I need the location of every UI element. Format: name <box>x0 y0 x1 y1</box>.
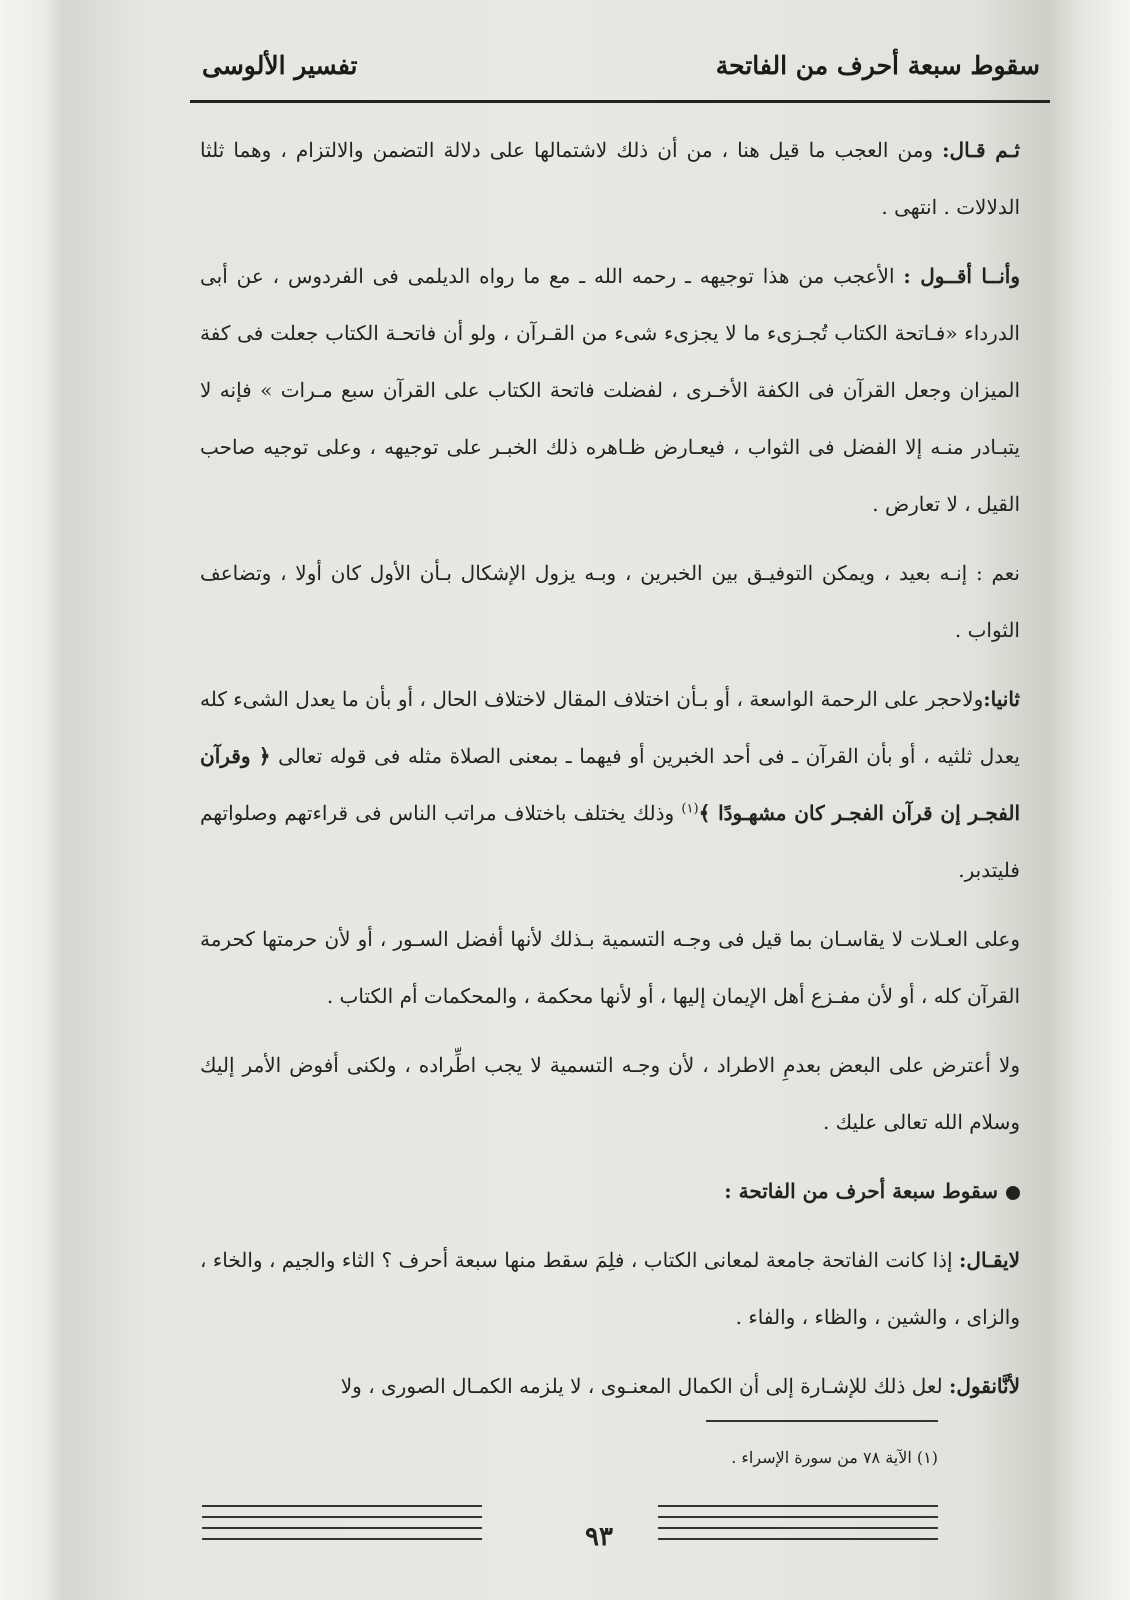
footer-rule-line <box>658 1527 938 1529</box>
footer-rule-line <box>658 1505 938 1507</box>
footnote: (١) الآية ٧٨ من سورة الإسراء . <box>731 1448 938 1467</box>
footer-rule-line <box>202 1516 482 1518</box>
paragraph-lead: ثانيا: <box>983 687 1020 711</box>
header-chapter-title: سقوط سبعة أحرف من الفاتحة <box>715 51 1040 80</box>
paragraph <box>200 248 1020 533</box>
body-text <box>200 122 1020 1427</box>
paragraph-lead: لايقـال: <box>959 1248 1020 1272</box>
paragraph-text: ولا أعترض على البعض بعدمِ الاطراد ، لأن وجـه التسمية لا يجب اطِّراده ، ولكنى أفوض الأمر إليك وسلام الله تعالى عليك . <box>200 1053 1020 1134</box>
footnote-reference: (١) <box>681 801 699 817</box>
footer-rule-line <box>658 1516 938 1518</box>
page-edge-right <box>1048 0 1130 1600</box>
section-heading-text: سقوط سبعة أحرف من الفاتحة : <box>724 1179 998 1203</box>
paragraph-text: الأعجب من هذا توجيهه ـ رحمه الله ـ مع ما رواه الديلمى فى الفردوس ، عن أبى الدرداء «فـاتحة الكتاب تُجـزىء ما لا يجزىء شىء من القـرآن ، ولو أن فاتحـة الكتاب جعلت فى كفة الميزان وجعل القرآن فى الكفة الأخـرى ، لفضلت فاتحة الكتاب على القرآن سبع مـرات » فإنه لا يتبـادر منـه إلا الفضل فى الثواب ، فيعـارض ظـاهره ذلك الخبـر على توجيهه ، وعلى توجيه صاحب القيل ، لا تعارض . <box>200 264 1020 516</box>
page-content <box>130 0 1040 1600</box>
paragraph <box>200 671 1020 899</box>
page-edge-left <box>0 0 62 1600</box>
paragraph <box>200 122 1020 236</box>
footer-rule-line <box>658 1538 938 1540</box>
quran-verse: ﴿ وقرآن الفجـر إن قرآن الفجـر كان مشهـودًا ﴾ <box>200 744 1020 825</box>
page-number: ٩٣ <box>585 1522 613 1552</box>
footer-rule-line <box>202 1527 482 1529</box>
paragraph-lead: ثـم قـال: <box>942 138 1020 162</box>
paragraph-lead: وأنــا أقــول : <box>903 264 1020 288</box>
paragraph-text: إذا كانت الفاتحة جامعة لمعانى الكتاب ، فلِمَ سقط منها سبعة أحرف ؟ الثاء والجيم ، والخاء ، والزاى ، والشين ، والظاء ، والفاء . <box>200 1248 1020 1329</box>
footer-rule-line <box>202 1538 482 1540</box>
paragraph-text: ولاحجر على الرحمة الواسعة ، أو بـأن اختلاف المقال لاختلاف الحال ، أو بأن ما يعدل الشىء كله يعدل ثلثيه ، أو بأن القرآن ـ فى أحد الخبرين أو فيهما ـ بمعنى الصلاة مثله فى قوله تعالى <box>200 687 1021 768</box>
paragraph-text: وعلى العـلات لا يقاسـان بما قيل فى وجـه التسمية بـذلك لأنها أفضل السـور ، أو لأن حرمتها كحرمة القرآن كله ، أو لأن مفـزع أهل الإيمان إليها ، أو لأنها محكمة ، والمحكمات أم الكتاب . <box>200 927 1020 1008</box>
paragraph <box>200 1358 1020 1415</box>
paragraph-text: نعم : إنـه بعيد ، ويمكن التوفيـق بين الخبرين ، وبـه يزول الإشكال بـأن الأول كان أولا ، وتضاعف الثواب . <box>200 561 1020 642</box>
footnote-rule <box>706 1420 938 1422</box>
header-book-title: تفسير الألوسى <box>202 51 358 80</box>
bullet-icon <box>1006 1186 1020 1200</box>
footer-rules-left <box>202 1505 482 1549</box>
paragraph <box>200 545 1020 659</box>
paragraph-text: ومن العجب ما قيل هنا ، من أن ذلك لاشتمالها على دلالة التضمن والالتزام ، وهما ثلثا الدلالات . انتهى . <box>200 138 1020 219</box>
section-heading <box>200 1163 1020 1220</box>
paragraph-lead: لأنَّانقول: <box>949 1374 1020 1398</box>
footer-rule-line <box>202 1505 482 1507</box>
running-header <box>130 45 1040 95</box>
paragraph-text: لعل ذلك للإشـارة إلى أن الكمال المعنـوى ، لا يلزمه الكمـال الصورى ، ولا <box>340 1374 949 1398</box>
footer-rules-right <box>658 1505 938 1549</box>
paragraph <box>200 1037 1020 1151</box>
paragraph <box>200 911 1020 1025</box>
paragraph-text-continued: وذلك يختلف باختلاف مراتب الناس فى قراءتهم وصلواتهم فليتدبر. <box>200 801 1020 882</box>
header-rule <box>190 100 1050 103</box>
paragraph <box>200 1232 1020 1346</box>
